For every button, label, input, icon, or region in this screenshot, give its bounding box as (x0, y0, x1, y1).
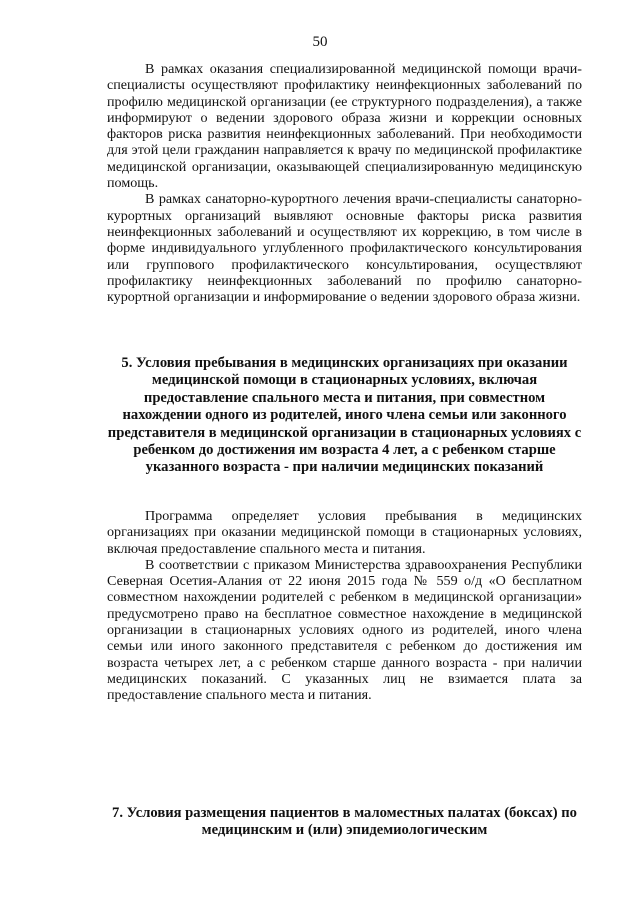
paragraph-sanatorium-care: В рамках санаторно-курортного лечения врачи-специалисты санаторно-курортных организаций выявляют основные факторы риска развития неинфекционных заболеваний и осуществляют их коррекцию, в том числе в форме индивидуального углубленного профилактического консультирования или группового профилактического консультирования, осуществляют профилактику неинфекционных заболеваний по профилю санаторно-курортной организации и информирование о ведении здорового образа жизни. (107, 191, 582, 306)
paragraph-program-conditions: Программа определяет условия пребывания в медицинских организациях при оказании медицинской помощи в стационарных условиях, включая предоставление спального места и питания. (107, 508, 582, 557)
section-5-text-block (107, 508, 582, 704)
intro-text-block (107, 61, 582, 305)
paragraph-specialized-care: В рамках оказания специализированной медицинской помощи врачи-специалисты осуществляют профилактику неинфекционных заболеваний по профилю медицинской организации (ее структурного подразделения), а также информируют о ведении здорового образа жизни и коррекции основных факторов риска развития неинфекционных заболеваний. При необходимости для этой цели гражданин направляется к врачу по медицинской профилактике медицинской организации, оказывающей специализированную медицинскую помощь. (107, 61, 582, 192)
paragraph-ministry-order: В соответствии с приказом Министерства здравоохранения Республики Северная Осетия-Алания от 22 июня 2015 года № 559 о/д «О бесплатном совместном нахождении родителей с ребенком в медицинской организации» предусмотрено право на бесплатное совместное нахождение в медицинской организации в стационарных условиях одного из родителей, иного члена семьи или иного законного представителя с ребенком до достижения им возраста четырех лет, а с ребенком старше данного возраста - при наличии медицинских показаний. С указанных лиц не взимается плата за предоставление спального места и питания. (107, 556, 582, 704)
page-number: 50 (312, 34, 328, 50)
section-7-heading: 7. Условия размещения пациентов в маломестных палатах (боксах) по медицинским и (или) эпидемиологическим (112, 805, 577, 839)
section-5-heading: 5. Условия пребывания в медицинских организациях при оказании медицинской помощи в стационарных условиях, включая предоставление спального места и питания, при совместном нахождении одного из родителей, иного члена семьи или законного представителя в медицинской организации в стационарных условиях с ребенком до достижения им возраста 4 лет, а с ребенком старше указанного возраста - при наличии медицинских показаний (107, 355, 582, 476)
